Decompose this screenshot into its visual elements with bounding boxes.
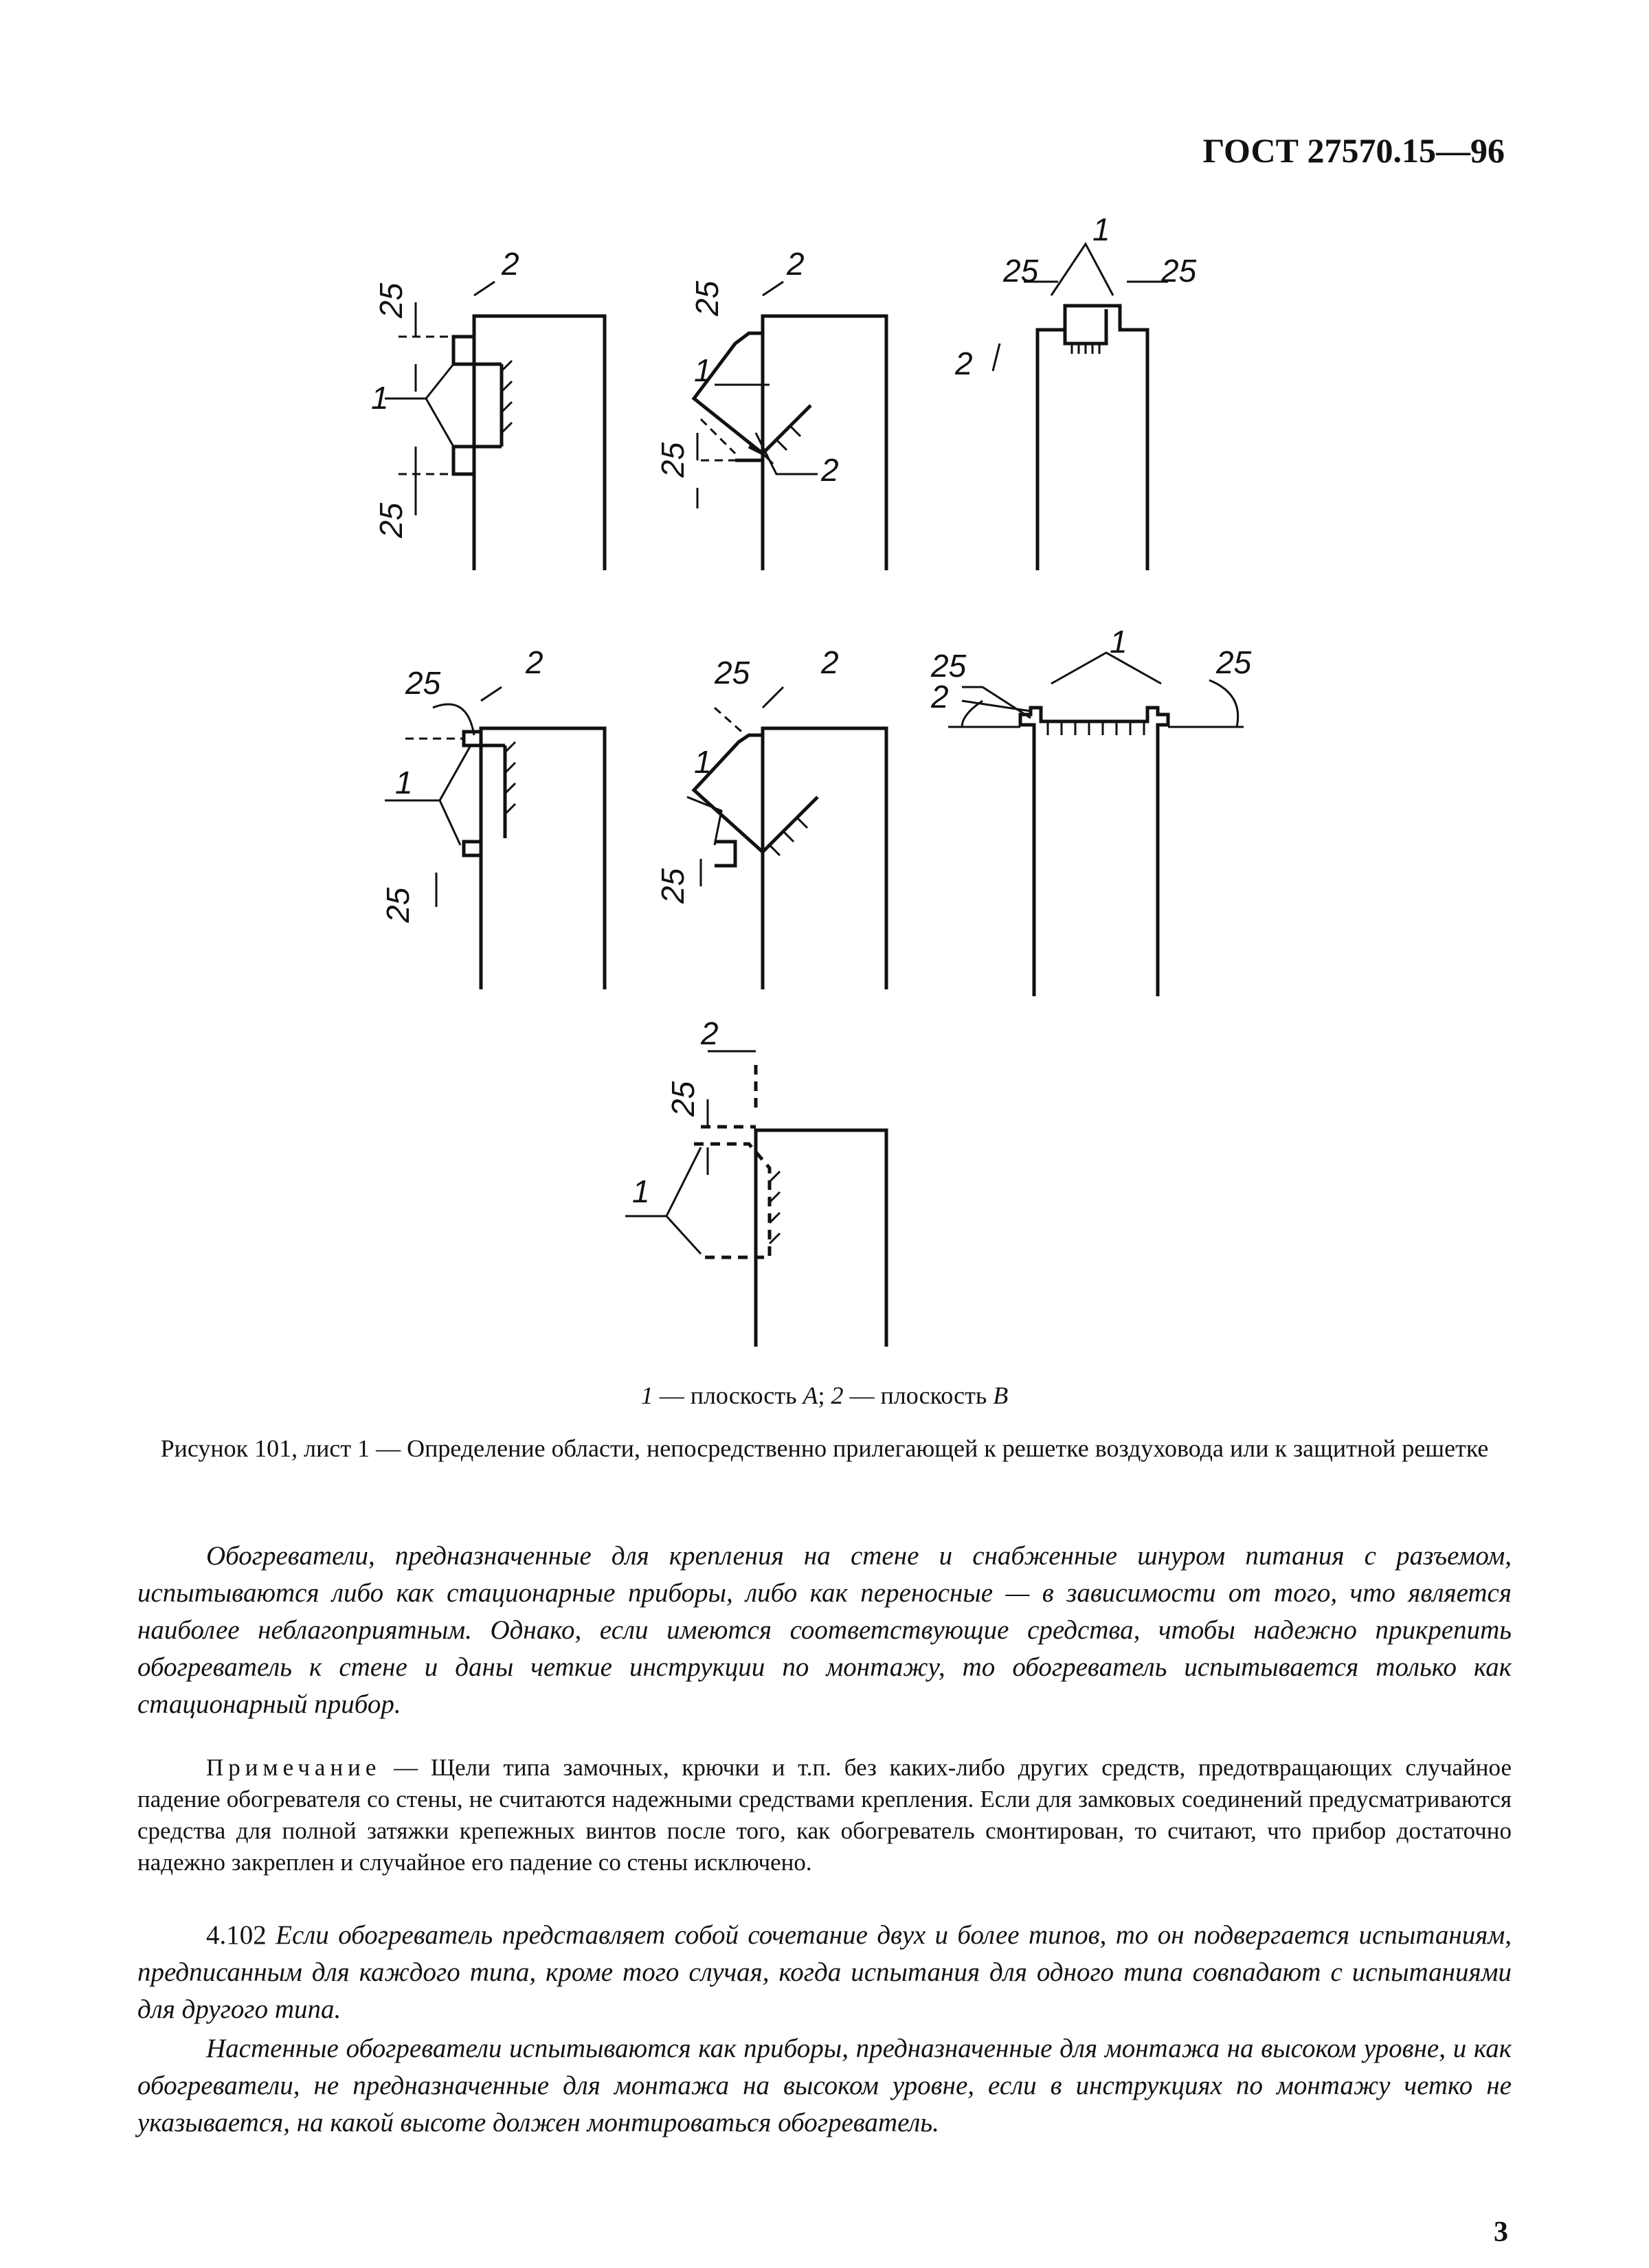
dim-label: 25 xyxy=(931,648,967,684)
note-text: — Щели типа замочных, крючки и т.п. без каких-либо других средств, предотвращающих случайное падение обогревателя со стены, не считаются надежными средствами крепления. Если для замковых соединений предусматриваются средства для полной затяжки крепежных винтов после того, как обогреватель смонтирован, то считают, что прибор достаточно надежно закреплен и случайное его падение со стены исключено. xyxy=(137,1754,1512,1876)
legend-num-2: 2 xyxy=(831,1382,844,1409)
paragraph-4-102 xyxy=(137,1917,1512,2028)
figure-2b xyxy=(655,618,921,1003)
figure-2a xyxy=(371,618,632,1003)
note-label: Примечание xyxy=(206,1754,381,1781)
figure-1b xyxy=(655,234,921,577)
callout-label: 2 xyxy=(931,679,949,715)
dim-label: 25 xyxy=(380,887,416,923)
page-number: 3 xyxy=(1494,2216,1508,2248)
figure-caption: Рисунок 101, лист 1 — Определение области, непосредственно прилегающей к решетке воздуховода или к защитной решетке xyxy=(160,1435,1489,1462)
figure-3 xyxy=(605,1010,907,1354)
legend-separator: ; xyxy=(818,1382,831,1409)
dim-label: 25 xyxy=(655,442,691,478)
note-paragraph xyxy=(137,1752,1512,1878)
legend-plane-a: А xyxy=(803,1382,818,1409)
legend-text-2: — плоскость xyxy=(843,1382,994,1409)
callout-label: 1 xyxy=(1110,624,1128,660)
callout-label: 2 xyxy=(821,452,839,488)
figure-1a xyxy=(364,234,625,577)
dim-label: 25 xyxy=(1161,253,1197,289)
figure-legend xyxy=(0,1381,1649,1410)
callout-label: 2 xyxy=(526,644,543,680)
dim-label: 25 xyxy=(1216,644,1252,680)
figure-1c xyxy=(941,206,1230,577)
document-header: ГОСТ 27570.15—96 xyxy=(1202,131,1505,170)
legend-num-1: 1 xyxy=(640,1382,653,1409)
legend-plane-b: В xyxy=(993,1382,1009,1409)
callout-label: 2 xyxy=(821,644,839,680)
callout-label: 1 xyxy=(1092,212,1110,247)
paragraph-wall-heaters: Обогреватели, предназначенные для крепления на стене и снабженные шнуром питания с разъемом, испытываются либо как стационарные приборы, либо как переносные — в зависимости от того, что является наиболее неблагоприятным. Однако, если имеются соответствующие средства, чтобы надежно прикрепить обогреватель к стене и даны четкие инструкции по монтажу, то обогреватель испытывается только как стационарный прибор. xyxy=(137,1541,1512,1719)
figure-2c xyxy=(921,605,1278,1003)
callout-label: 2 xyxy=(701,1015,719,1051)
callout-label: 1 xyxy=(632,1174,650,1209)
dim-label: 25 xyxy=(373,502,409,538)
clause-text: Если обогреватель представляет собой сочетание двух и более типов, то он подвергается испытаниям, предписанным для каждого типа, кроме того случая, когда испытания для одного типа совпадают с испытаниями для другого типа. xyxy=(137,1920,1512,2024)
callout-label: 2 xyxy=(955,346,973,381)
dim-label: 25 xyxy=(405,665,441,701)
dim-label: 25 xyxy=(373,282,409,318)
dim-label: 25 xyxy=(665,1081,701,1116)
dim-label: 25 xyxy=(689,280,725,316)
legend-text-1: — плоскость xyxy=(653,1382,803,1409)
callout-label: 1 xyxy=(395,765,413,800)
paragraph-mounting: Настенные обогреватели испытываются как приборы, предназначенные для монтажа на высоком уровне, и как обогреватели, не предназначенные для монтажа на высоком уровне, если в инструкциях по монтажу четко не указывается, на какой высоте должен монтироваться обогреватель. xyxy=(137,2034,1512,2137)
clause-number: 4.102 xyxy=(206,1920,276,1950)
callout-label: 1 xyxy=(371,380,389,416)
callout-label: 2 xyxy=(787,246,805,282)
callout-label: 1 xyxy=(694,352,712,388)
dim-label: 25 xyxy=(1003,253,1039,289)
callout-label: 1 xyxy=(694,744,712,780)
callout-label: 2 xyxy=(502,246,519,282)
dim-label: 25 xyxy=(655,868,691,903)
dim-label: 25 xyxy=(715,655,750,690)
